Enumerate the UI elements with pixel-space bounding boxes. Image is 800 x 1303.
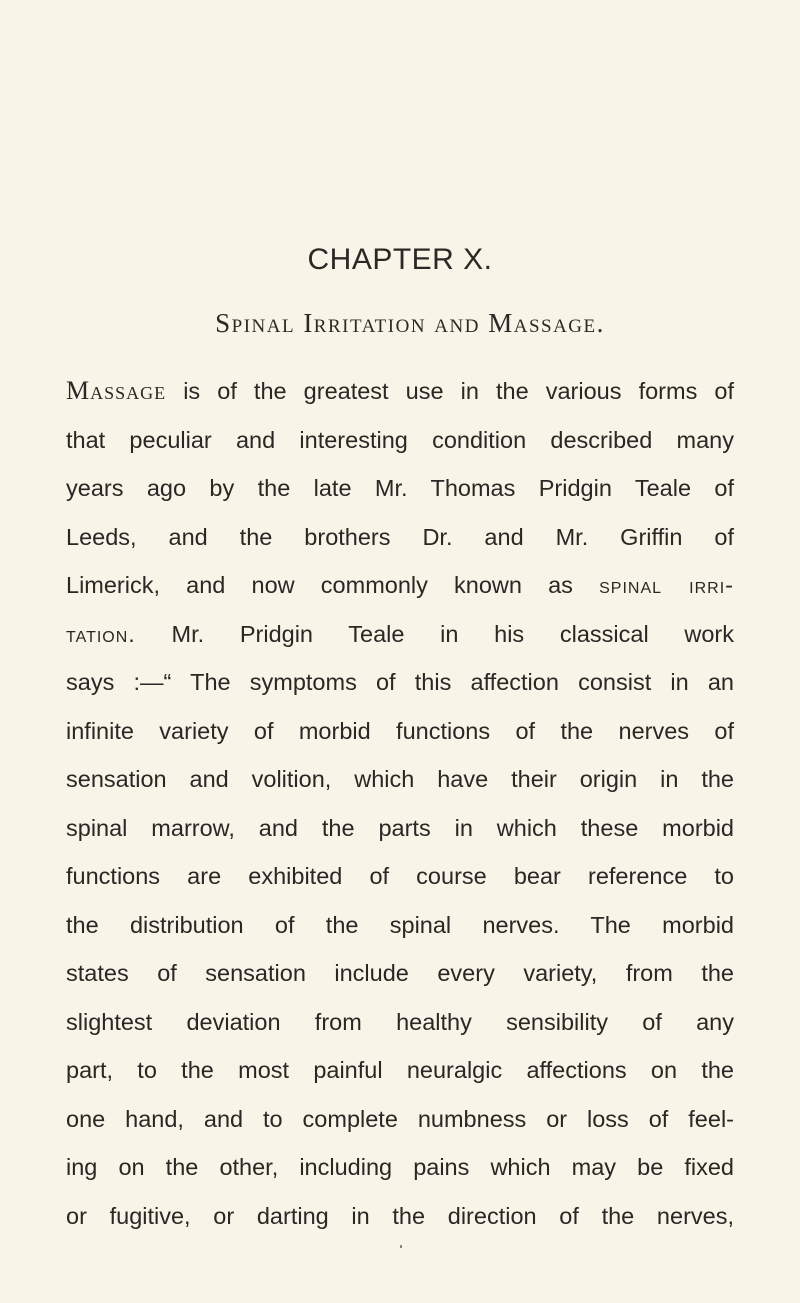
line-text: Mr. Pridgin Teale in his classical work bbox=[135, 620, 734, 647]
body-paragraph bbox=[66, 367, 734, 1240]
text-line-6 bbox=[66, 610, 734, 659]
text-line-12: the distribution of the spinal nerves. The morbid bbox=[66, 911, 734, 938]
text-line-11: functions are exhibited of course bear reference to bbox=[66, 863, 734, 889]
text-line-17: ing on the other, including pains which may be fixed bbox=[66, 1154, 734, 1180]
text-line-10: spinal marrow, and the parts in which these morbid bbox=[66, 814, 734, 841]
text-line-3: years ago by the late Mr. Thomas Pridgin Teale of bbox=[66, 475, 734, 501]
text-line-4: Leeds, and the brothers Dr. and Mr. Griffin of bbox=[66, 523, 734, 550]
text-line-18: or fugitive, or darting in the direction of the nerves, bbox=[66, 1202, 734, 1229]
print-speck bbox=[400, 1245, 402, 1248]
text-line-15: part, to the most painful neuralgic affections on the bbox=[66, 1057, 734, 1083]
section-title: Spinal Irritation and Massage. bbox=[215, 308, 605, 338]
text-line-8: infinite variety of morbid functions of the nerves of bbox=[66, 717, 734, 744]
line-text: is of the greatest use in the various forms of bbox=[166, 378, 734, 404]
chapter-heading: CHAPTER X. bbox=[307, 243, 493, 276]
text-line-16: one hand, and to complete numbness or loss of feel- bbox=[66, 1105, 734, 1132]
line-text: Limerick, and now commonly known as bbox=[66, 572, 600, 598]
text-line-13: states of sensation include every variety, from the bbox=[66, 960, 734, 986]
text-line-14: slightest deviation from healthy sensibility of any bbox=[66, 1008, 734, 1035]
text-line-2: that peculiar and interesting condition described many bbox=[66, 426, 734, 453]
text-line-7: says :—“ The symptoms of this affection consist in an bbox=[66, 669, 734, 695]
lead-word: Massage bbox=[66, 376, 167, 405]
text-line-5 bbox=[66, 561, 734, 610]
small-caps-term: tation. bbox=[66, 620, 136, 647]
text-line-1 bbox=[66, 367, 734, 416]
text-line-9: sensation and volition, which have their origin in the bbox=[66, 766, 734, 792]
small-caps-term: spinal irri- bbox=[599, 572, 734, 598]
